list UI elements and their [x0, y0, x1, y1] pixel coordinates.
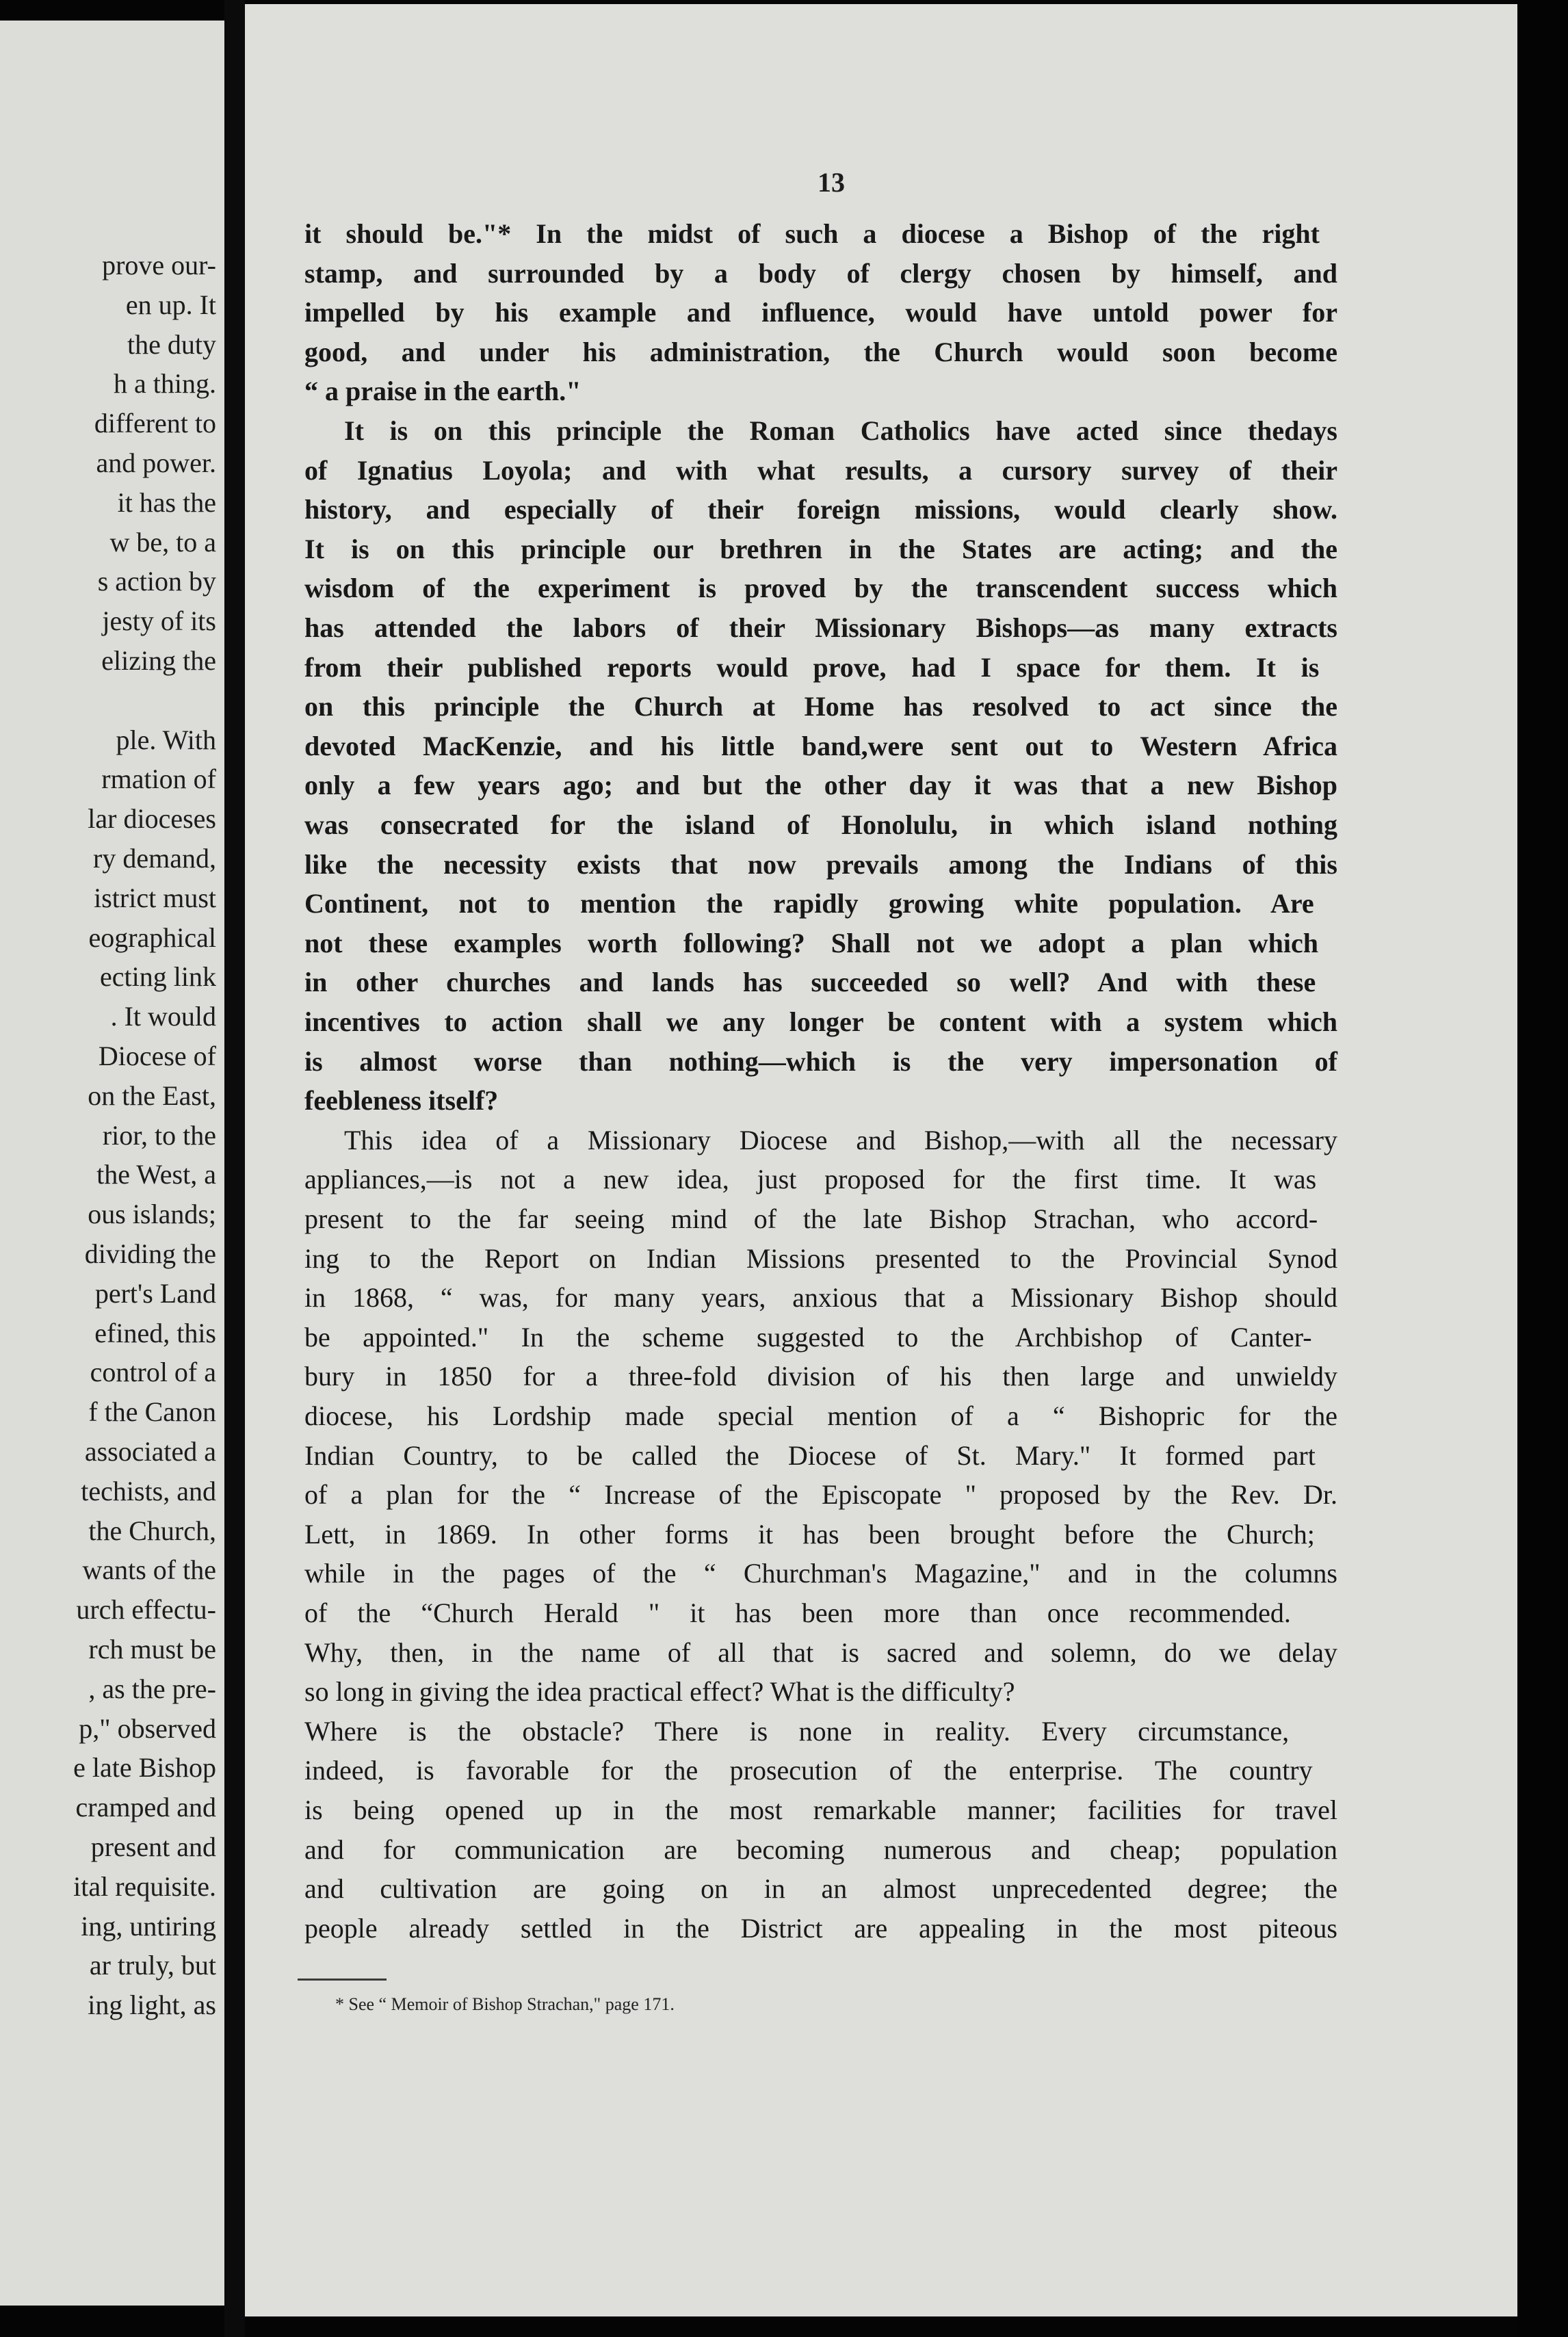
left-page-line: techists, and	[81, 1475, 216, 1506]
text-line: it should be."* In the midst of such a diocese a Bishop of the right	[304, 218, 1320, 249]
text-line: while in the pages of the “ Churchman's Magazine," and in the columns	[304, 1558, 1337, 1589]
footnote: * See “ Memoir of Bishop Strachan," page 171.	[335, 1994, 675, 2014]
text-line: only a few years ago; and but the other day it was that a new Bishop	[304, 770, 1337, 801]
text-line: indeed, is favorable for the prosecution of the enterprise. The country	[304, 1755, 1313, 1786]
left-page-line: jesty of its	[102, 605, 216, 637]
left-page-line: ing, untiring	[81, 1910, 216, 1942]
text-line: not these examples worth following? Shall not we adopt a plan which	[304, 927, 1319, 958]
text-line: Continent, not to mention the rapidly growing white population. Are	[304, 888, 1314, 919]
left-page-line: e late Bishop	[73, 1752, 216, 1784]
text-line: “ a praise in the earth."	[304, 376, 582, 407]
text-line: and cultivation are going on in an almost unprecedented degree; the	[304, 1873, 1337, 1905]
left-page-line: prove our-	[102, 250, 216, 280]
text-line: from their published reports would prove, had I space for them. It is	[304, 651, 1320, 683]
left-page-line: ous islands;	[88, 1199, 216, 1230]
left-page-line: pert's Land	[94, 1277, 216, 1309]
text-line: like the necessity exists that now prevails among the Indians of this	[304, 848, 1337, 880]
left-page-line: ar truly, but	[89, 1950, 216, 1981]
left-page-line: h a thing.	[114, 368, 216, 400]
text-line: people already settled in the District are appealing in the most piteous	[304, 1912, 1337, 1944]
text-line: was consecrated for the island of Honolulu, in which island nothing	[304, 809, 1337, 840]
left-page-line: the West, a	[96, 1159, 216, 1190]
text-line: ing to the Report on Indian Missions presented to the Provincial Synod	[304, 1242, 1337, 1274]
left-page-line: p," observed	[79, 1712, 216, 1744]
left-page-line: efined, this	[94, 1317, 216, 1348]
left-page-line: on the East,	[88, 1080, 216, 1111]
left-page-line: en up. It	[125, 289, 216, 320]
left-page-line: eographical	[88, 922, 216, 953]
text-line: in 1868, “ was, for many years, anxious that a Missionary Bishop should	[304, 1282, 1337, 1314]
text-line: good, and under his administration, the Church would soon become	[304, 336, 1337, 367]
left-page-line: the Church,	[88, 1515, 216, 1546]
text-line: of a plan for the “ Increase of the Episcopate " proposed by the Rev. Dr.	[304, 1479, 1337, 1511]
page-number: 13	[818, 167, 845, 198]
text-line: Where is the obstacle? There is none in reality. Every circumstance,	[304, 1715, 1290, 1747]
text-line: impelled by his example and influence, would have untold power for	[304, 297, 1337, 328]
left-page-line: , as the pre-	[88, 1673, 216, 1704]
left-page-line: and power.	[96, 447, 216, 478]
left-page-line: lar dioceses	[88, 803, 216, 835]
text-line: It is on this principle our brethren in the States are acting; and the	[304, 533, 1337, 564]
left-page-line: it has the	[117, 486, 216, 518]
left-page-line: control of a	[90, 1357, 216, 1388]
left-page-line: s action by	[97, 566, 216, 597]
footnote-rule	[298, 1979, 387, 1981]
left-page-line: ple. With	[116, 724, 216, 755]
left-page-line: associated a	[84, 1436, 216, 1467]
left-page-line: rior, to the	[102, 1119, 216, 1151]
text-line: present to the far seeing mind of the late Bishop Strachan, who accord-	[304, 1203, 1318, 1234]
text-line: It is on this principle the Roman Catholics have acted since thedays	[344, 415, 1337, 446]
text-line: on this principle the Church at Home has resolved to act since the	[304, 691, 1337, 722]
text-line: history, and especially of their foreign missions, would clearly show.	[304, 494, 1337, 525]
left-page-line: wants of the	[82, 1554, 216, 1586]
text-line: stamp, and surrounded by a body of clergy chosen by himself, and	[304, 257, 1337, 289]
left-facing-page	[0, 21, 224, 2306]
text-line: diocese, his Lordship made special mention of a “ Bishopric for the	[304, 1400, 1337, 1431]
text-line: appliances,—is not a new idea, just proposed for the first time. It was	[304, 1164, 1317, 1195]
left-page-line: cramped and	[75, 1792, 216, 1823]
left-page-line: w be, to a	[109, 526, 216, 558]
text-line: is almost worse than nothing—which is the very impersonation of	[304, 1045, 1337, 1077]
book-gutter	[224, 0, 245, 2337]
text-line: is being opened up in the most remarkable manner; facilities for travel	[304, 1794, 1337, 1825]
text-line: has attended the labors of their Missionary Bishops—as many extracts	[304, 612, 1337, 643]
left-page-line: rch must be	[88, 1634, 216, 1664]
text-line: Indian Country, to be called the Diocese of St. Mary." It formed part	[304, 1439, 1316, 1471]
text-line: in other churches and lands has succeeded so well? And with these	[304, 967, 1316, 998]
text-line: wisdom of the experiment is proved by the transcendent success which	[304, 573, 1337, 604]
left-page-line: ry demand,	[93, 843, 216, 874]
text-line: devoted MacKenzie, and his little band,were sent out to Western Africa	[304, 730, 1337, 761]
text-line: feebleness itself?	[304, 1085, 499, 1117]
left-page-line: Diocese of	[98, 1041, 216, 1071]
left-page-line: rmation of	[101, 763, 216, 795]
text-line: be appointed." In the scheme suggested to the Archbishop of Canter-	[304, 1321, 1312, 1353]
left-page-line: istrict must	[94, 882, 216, 913]
text-line: Lett, in 1869. In other forms it has been brought before the Church;	[304, 1518, 1315, 1550]
text-line: so long in giving the idea practical effect? What is the difficulty?	[304, 1676, 1015, 1708]
left-page-line: the duty	[127, 328, 216, 360]
text-line: incentives to action shall we any longer be content with a system which	[304, 1006, 1337, 1037]
text-line: This idea of a Missionary Diocese and Bishop,—with all the necessary	[344, 1124, 1337, 1156]
text-line: of the “Church Herald " it has been more than once recommended.	[304, 1597, 1291, 1628]
left-page-line: urch effectu-	[76, 1594, 216, 1626]
left-page-line: f the Canon	[88, 1396, 216, 1428]
text-line: Why, then, in the name of all that is sacred and solemn, do we delay	[304, 1636, 1337, 1668]
text-line: of Ignatius Loyola; and with what results, a cursory survey of their	[304, 454, 1337, 486]
text-line: and for communication are becoming numerous and cheap; population	[304, 1833, 1337, 1865]
scan-border	[1517, 0, 1568, 2337]
left-page-line: ing light, as	[88, 1989, 216, 2021]
text-line: bury in 1850 for a three-fold division of his then large and unwieldy	[304, 1361, 1337, 1392]
left-page-line: different to	[94, 408, 216, 439]
left-page-line: ecting link	[100, 961, 216, 993]
left-page-line: present and	[90, 1831, 216, 1862]
left-page-line: ital requisite.	[73, 1870, 216, 1902]
left-page-line: . It would	[110, 1001, 216, 1032]
left-page-line: dividing the	[84, 1238, 216, 1269]
left-page-line: elizing the	[101, 645, 216, 676]
